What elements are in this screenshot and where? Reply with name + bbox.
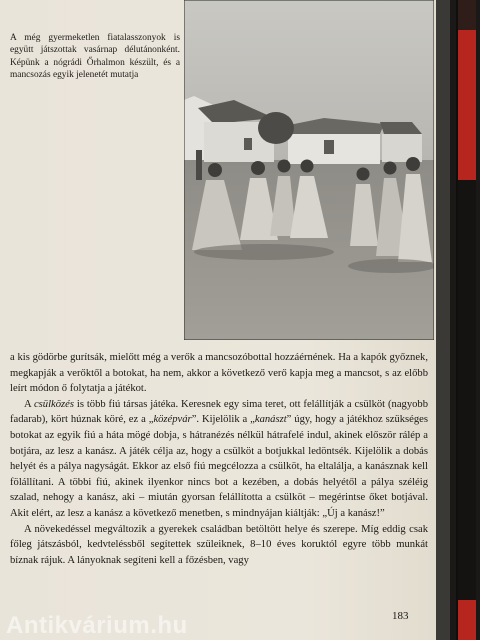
text-run: A növekedéssel megváltozik a gyerekek családban betöltött helye és szerepe. Míg eddig csak főleg játszásból, kedvteléssből segítettek szüleiknek, 8–10 éves koruktól egyre több munkát bíznak rájuk. A lányoknak segíteni kell a főzésben, vagy — [10, 523, 428, 566]
text-run: ”. Kijelölik a „ — [191, 414, 255, 426]
body-text — [10, 350, 428, 568]
photo-caption: A még gyermeketlen fiatalasszonyok is együtt játszottak vasárnap délutánonként. Képünk a nógrádi Őrhalmon készült, és a mancsozás egyik jelenetét mutatja — [10, 33, 180, 80]
text-run: ” úgy, hogy a játékhoz szükséges botokat az egyik fiú a háta mögé dobja, s hátranézés nélkül hátrafelé indul, akinek először rálép a botjára, az lesz a kanász. A játék célja az, hogy a csülköt a botjukkal ledöntsék. Kijelölik a dobás helyét és a pálya nagyságát. Ekkor az első fiú megcélozza a csülköt, ha eltalálja, a kanásznak kell fölállítani. A többi fiú, akinek ilyenkor nincs bot a kezében, a dobás helyétől a pálya széléig szalad, nehogy a kanász, aki – miután gyorsan felállította a csülköt – megérintse őket botjával. Akit elért, az lesz a kanász a következő menetben, s mindnyájan kiáltják: „Új a kanász!” — [10, 414, 428, 519]
page-number: 183 — [392, 610, 409, 622]
italic-term: kanászt — [254, 414, 287, 426]
text-run: is több fiú társas játéka. Keresnek egy sima teret, ott felállítják a csülköt (nagyobb fadarab), kört húznak köré, ez a „ — [10, 398, 429, 426]
text-run: A — [24, 398, 34, 410]
italic-term: csülközés — [33, 398, 74, 410]
paragraph — [10, 522, 428, 569]
photograph — [184, 0, 434, 340]
paragraph — [10, 397, 428, 522]
watermark: Antikvárium.hu — [6, 612, 188, 639]
paragraph — [10, 350, 428, 397]
village-dance-photo — [184, 0, 434, 340]
text-run: a kis gödörbe gurítsák, mielőtt még a verők a mancsozóbottal hozzáérnének. Ha a kapók győznek, megkapják a verőktől a botokat, ha nem, akkor a következő verő kapja meg a mancsot, s az előbb leírt módon ő folytatja a játékot. — [10, 352, 428, 395]
italic-term: középvár — [153, 414, 192, 426]
cover-edge-black — [458, 180, 476, 600]
